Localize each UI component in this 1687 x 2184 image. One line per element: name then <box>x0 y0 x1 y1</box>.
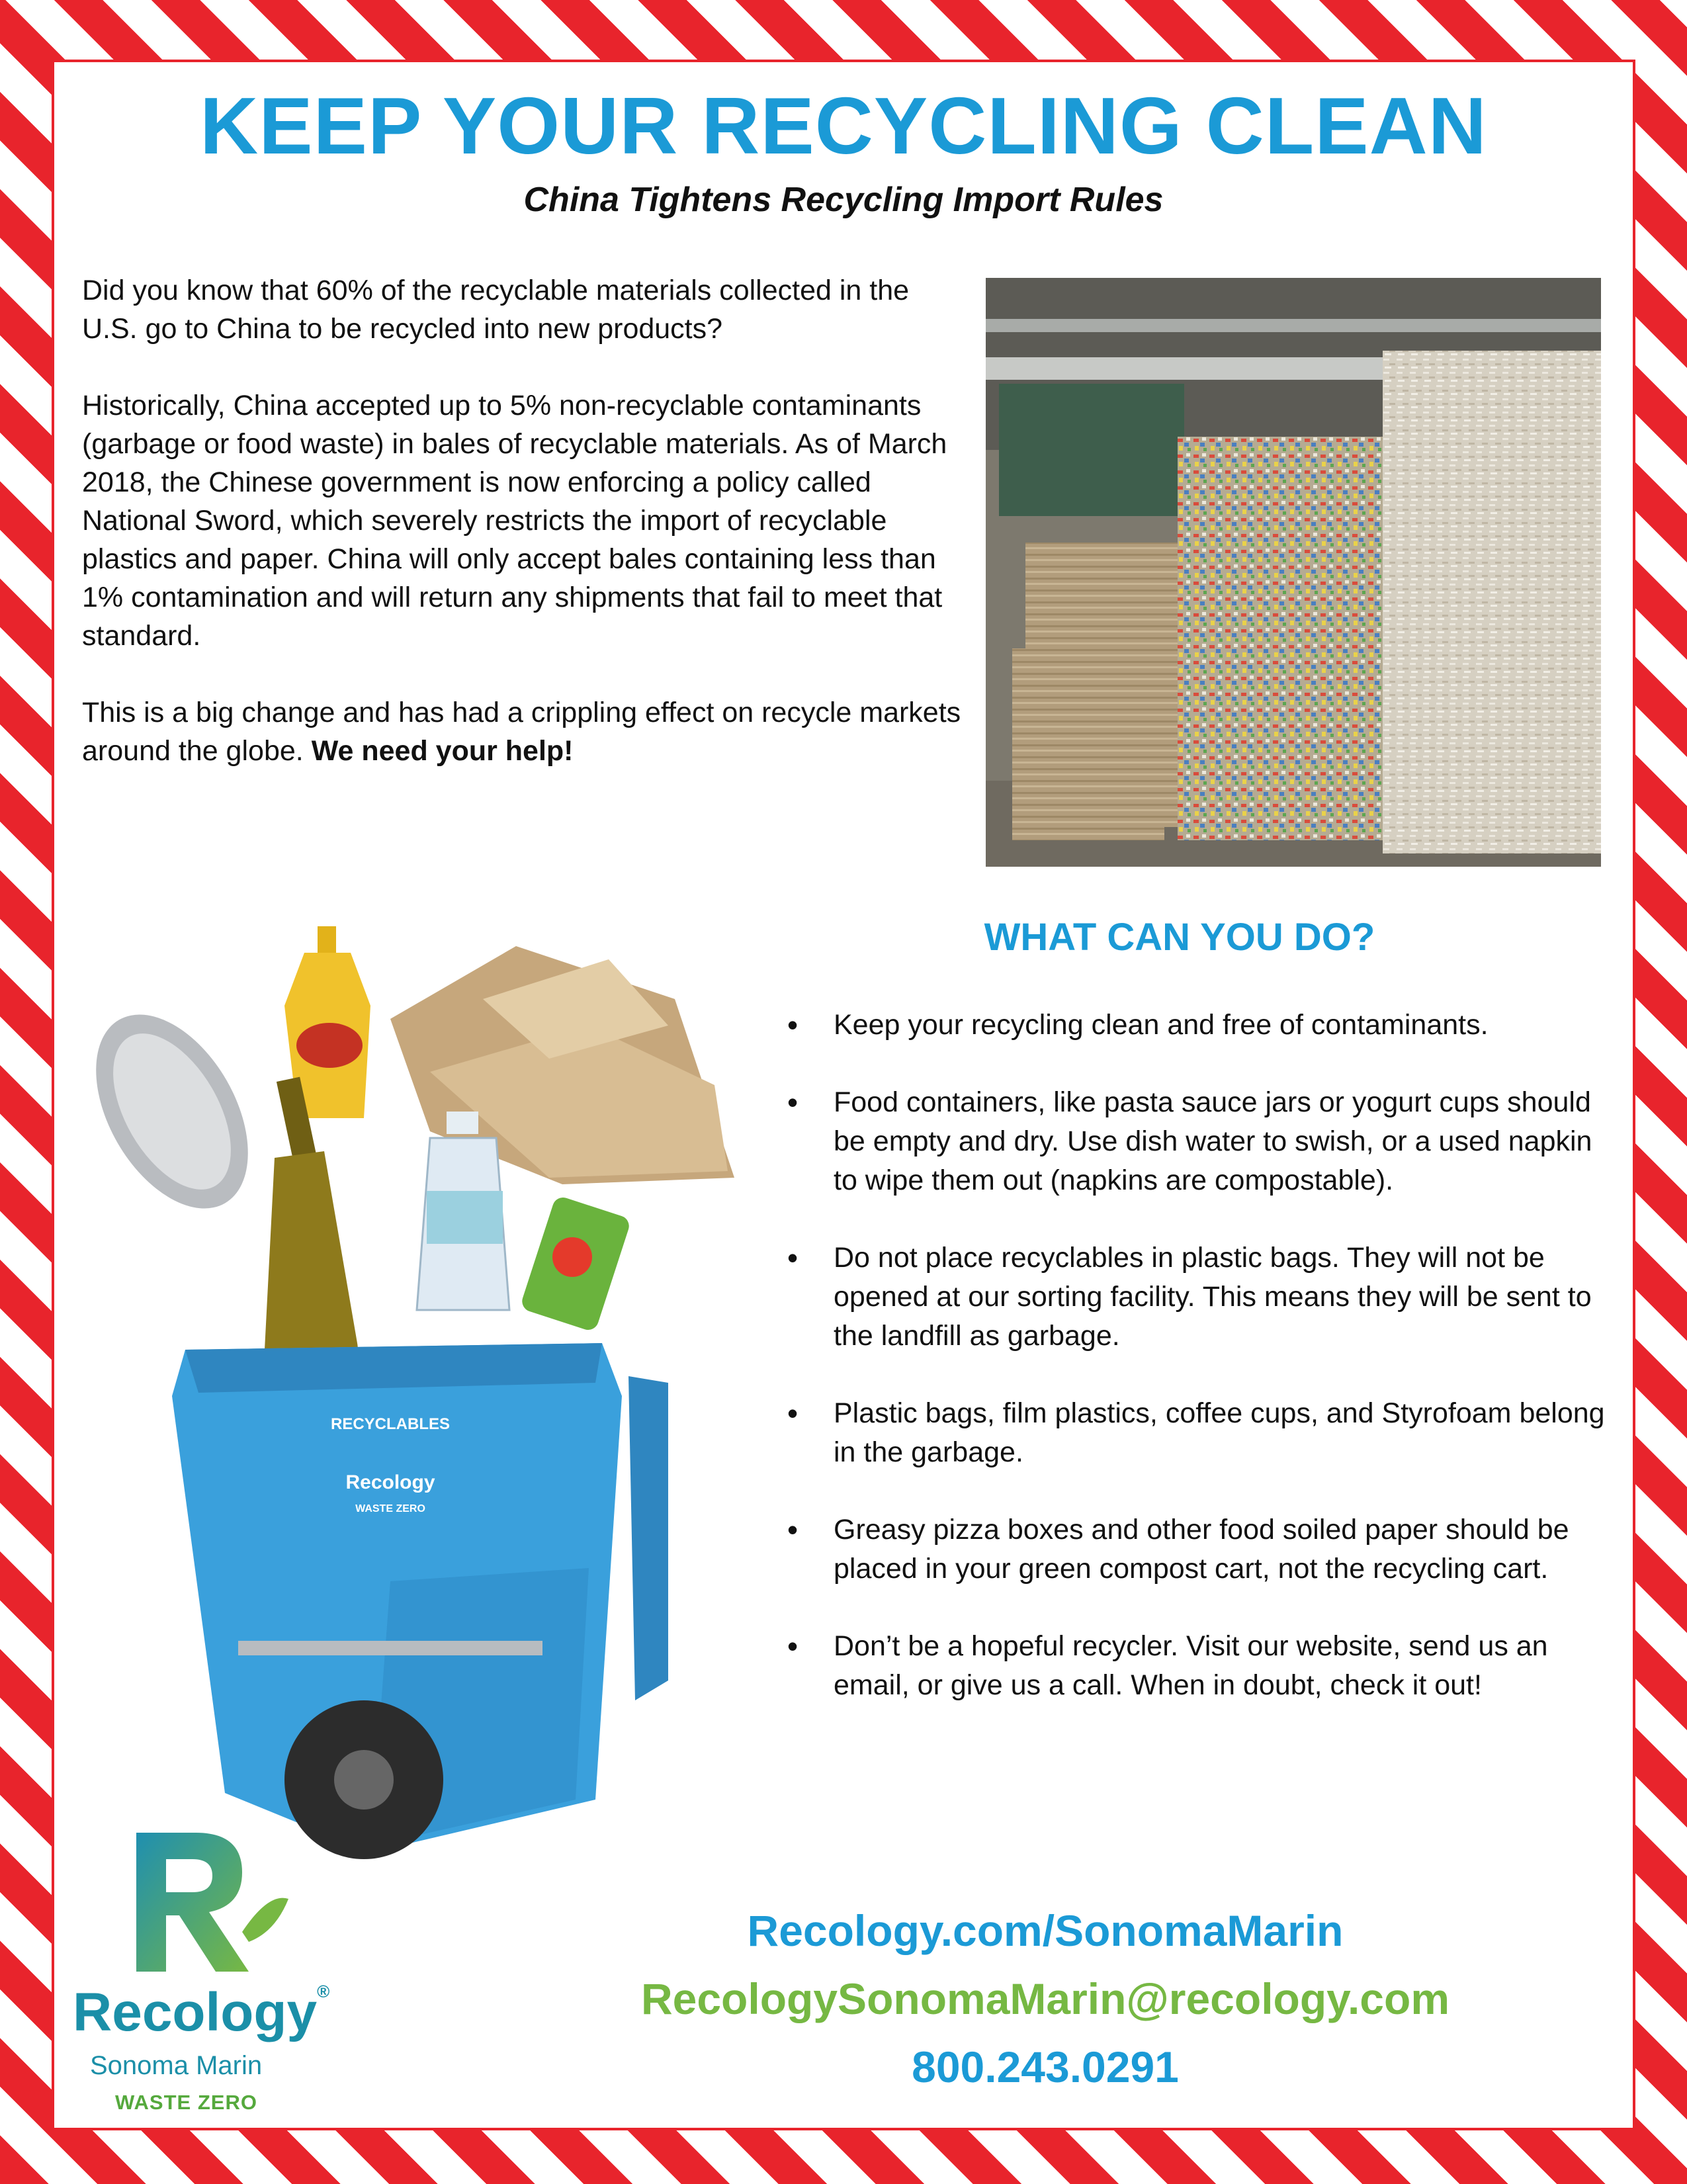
bullet-icon: • <box>787 1512 799 1547</box>
tip-item <box>787 1006 1608 1045</box>
aluminum-pie-tin-icon <box>86 988 279 1235</box>
tip-text: Don’t be a hopeful recycler. Visit our website, send us an email, or give us a call. When in doubt, check it out! <box>834 1630 1548 1701</box>
tip-item <box>787 1627 1608 1705</box>
intro-paragraph-3-text: This is a big change and has had a crippling effect on recycle markets around the globe. <box>82 697 961 767</box>
page-title: KEEP YOUR RECYCLING CLEAN <box>200 81 1487 171</box>
cart-label-brand: Recology <box>345 1471 435 1493</box>
phone-number[interactable]: 800.243.0291 <box>912 2042 1179 2091</box>
intro-text <box>82 271 969 808</box>
bales-illustration <box>986 278 1601 867</box>
recology-logo <box>64 1826 341 2114</box>
tip-text: Keep your recycling clean and free of contaminants. <box>834 1009 1489 1041</box>
logo-name: Recology <box>73 1982 318 2042</box>
cart-label-top: RECYCLABLES <box>330 1415 451 1433</box>
logo-location: Sonoma Marin <box>90 2051 263 2080</box>
tip-text: Greasy pizza boxes and other food soiled paper should be placed in your green compost cart, not the recycling cart. <box>834 1514 1569 1585</box>
recycling-cart-illustration <box>86 920 761 1912</box>
tip-item <box>787 1510 1608 1589</box>
logo-tagline: WASTE ZERO <box>115 2091 257 2114</box>
what-can-you-do-heading: WHAT CAN YOU DO? <box>984 916 1375 959</box>
intro-paragraph-1: Did you know that 60% of the recyclable materials collected in the U.S. go to China to be recycled into new products? <box>82 275 910 345</box>
bullet-icon: • <box>787 1008 799 1042</box>
wine-bottle-icon <box>265 1077 358 1393</box>
water-bottle-icon <box>417 1112 509 1310</box>
logo-registered: ® <box>317 1982 330 2001</box>
intro-paragraph-2: Historically, China accepted up to 5% non-recyclable contaminants (garbage or food waste) in bales of recyclable materials. As of March 2018, the Chinese government is now enforcing a policy called National Sword, which severely restricts the import of recyclable plastics and paper. China will only accept bales containing less than 1% contamination and will return any shipments that fail to meet that standard. <box>82 390 947 652</box>
call-to-action: We need your help! <box>311 735 574 767</box>
bullet-icon: • <box>787 1629 799 1663</box>
tip-item <box>787 1083 1608 1200</box>
tip-text: Food containers, like pasta sauce jars or yogurt cups should be empty and dry. Use dish water to swish, or a used napkin to wipe them out (napkins are compostable). <box>834 1086 1592 1196</box>
cart-label-sub: WASTE ZERO <box>355 1503 425 1514</box>
tips-list <box>787 1006 1608 1743</box>
tip-text: Do not place recyclables in plastic bags. They will not be opened at our sorting facility. This means they will be sent to the landfill as garbage. <box>834 1242 1592 1352</box>
bullet-icon: • <box>787 1396 799 1430</box>
tip-text: Plastic bags, film plastics, coffee cups, and Styrofoam belong in the garbage. <box>834 1397 1605 1468</box>
tip-item <box>787 1394 1608 1472</box>
recology-r-leaf-icon <box>123 1826 295 1978</box>
tip-item <box>787 1239 1608 1356</box>
bullet-icon: • <box>787 1241 799 1275</box>
intro-paragraph-3 <box>82 693 969 770</box>
page-subtitle: China Tightens Recycling Import Rules <box>523 181 1164 219</box>
recycling-bales-photo <box>986 278 1601 867</box>
website-link[interactable]: Recology.com/SonomaMarin <box>747 1906 1344 1955</box>
bullet-icon: • <box>787 1085 799 1119</box>
email-link[interactable]: RecologySonomaMarin@recology.com <box>640 1974 1450 2023</box>
logo-wordmark <box>73 1982 329 2044</box>
soda-can-icon <box>519 1195 632 1332</box>
cart-and-items <box>86 920 761 1912</box>
blue-recycling-cart-icon <box>172 1343 668 1859</box>
